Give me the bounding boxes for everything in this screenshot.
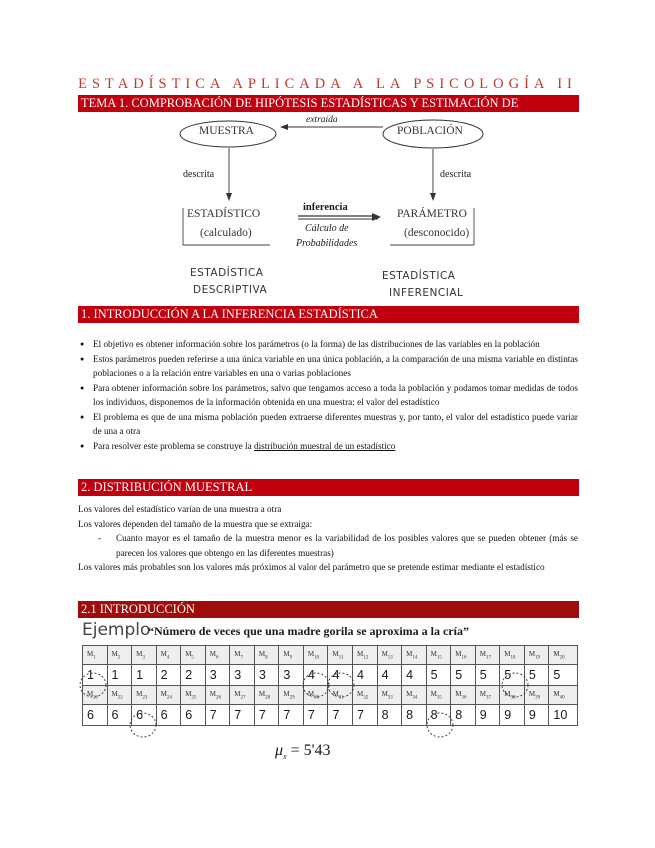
sample-value-cell: 2 <box>156 665 181 686</box>
sample-label-index: 16 <box>461 655 467 661</box>
sample-label-index: 39 <box>535 695 541 701</box>
sample-label-index: 25 <box>191 695 197 701</box>
sample-label-cell <box>402 686 427 705</box>
sample-label-cell <box>475 646 500 665</box>
sample-label-cell <box>230 646 255 665</box>
section1-title: 1. INTRODUCCIÓN A LA INFERENCIA ESTADÍSTICA <box>78 306 579 323</box>
sample-label-index: 19 <box>535 655 541 661</box>
sample-label-letter: M <box>111 689 118 698</box>
dash-marker: - <box>98 533 102 543</box>
sample-label-index: 20 <box>559 655 565 661</box>
ejemplo-label: Ejemplo <box>82 620 151 640</box>
sample-label-cell <box>524 646 549 665</box>
sample-value-cell: 7 <box>205 705 230 726</box>
sample-label-index: 8 <box>265 655 268 661</box>
mu-symbol: μ <box>275 742 284 759</box>
list-item: ● El problema es que de una misma población pueden extraerse diferentes muestras y, por tanto, el valor del estadístico puede variar de una a otra <box>80 410 578 439</box>
sample-value-cell: 3 <box>205 665 230 686</box>
sample-value-cell: 5 <box>524 665 549 686</box>
list-item-text: Para resolver este problema se construye la <box>93 440 254 451</box>
sample-label-letter: M <box>87 649 94 658</box>
sample-label-index: 11 <box>338 655 344 661</box>
sample-value-cell: 4 <box>377 665 402 686</box>
sample-label-index: 37 <box>485 695 491 701</box>
sample-label-letter: M <box>111 649 118 658</box>
sample-label-cell <box>328 686 353 705</box>
sample-label-cell <box>254 646 279 665</box>
sample-label-cell <box>377 646 402 665</box>
sample-label-letter: M <box>234 649 241 658</box>
sample-label-cell <box>132 646 157 665</box>
sample-value-cell: 9 <box>475 705 500 726</box>
sample-value-cell: 5 <box>549 665 578 686</box>
sample-label-index: 24 <box>166 695 172 701</box>
sample-label-cell <box>500 646 525 665</box>
inferencia-label: inferencia <box>303 202 348 213</box>
sample-label-letter: M <box>283 649 290 658</box>
mu-subscript: x <box>283 752 287 762</box>
sample-label-letter: M <box>381 649 388 658</box>
sample-label-index: 36 <box>461 695 467 701</box>
sample-label-cell <box>475 686 500 705</box>
sample-value-cell: 1 <box>83 665 108 686</box>
sample-label-cell <box>353 646 378 665</box>
list-item: ● Para obtener información sobre los parámetros, salvo que tengamos acceso a toda la población y podamos tomar medidas de todos los individuos, disponemos de la información obtenida en una muestra: el valor del estadístico <box>80 381 578 410</box>
sample-label-index: 22 <box>117 695 123 701</box>
inference-diagram <box>0 112 655 302</box>
sample-label-cell <box>377 686 402 705</box>
sample-label-cell <box>156 646 181 665</box>
sample-label-index: 34 <box>412 695 418 701</box>
sample-value-cell: 10 <box>549 705 578 726</box>
sample-label-cell <box>524 686 549 705</box>
section2-dash-text: Cuanto mayor es el tamaño de la muestra menor es la variabilidad de los posibles valores que se pueden obtener (más se parecen los valores que obtengo en las diferentes muestras) <box>116 533 578 558</box>
sample-value-cell: 6 <box>83 705 108 726</box>
sample-label-cell <box>549 646 578 665</box>
parametro-label: PARÁMETRO <box>397 208 467 220</box>
sample-label-letter: M <box>455 689 462 698</box>
sample-label-index: 32 <box>363 695 369 701</box>
sample-value-cell: 7 <box>254 705 279 726</box>
sample-label-letter: M <box>234 689 241 698</box>
sample-value-cell: 4 <box>402 665 427 686</box>
sample-label-index: 17 <box>485 655 491 661</box>
poblacion-label: POBLACIÓN <box>397 125 463 137</box>
extraida-label: extraída <box>306 115 338 125</box>
sample-label-letter: M <box>258 649 266 658</box>
calculo-label-1: Cálculo de <box>305 223 349 234</box>
sample-label-cell <box>230 686 255 705</box>
sample-label-letter: M <box>160 649 167 658</box>
sample-label-cell <box>107 646 132 665</box>
estadistico-label: ESTADÍSTICO <box>187 208 261 220</box>
section1-body <box>80 337 578 453</box>
sample-label-letter: M <box>455 649 462 658</box>
sample-label-letter: M <box>504 689 511 698</box>
sample-value-cell: 5 <box>426 665 451 686</box>
sample-value-cell: 4 <box>328 665 353 686</box>
sample-label-index: 30 <box>314 695 320 701</box>
sample-value-cell: 3 <box>230 665 255 686</box>
sample-label-cell <box>500 686 525 705</box>
sample-label-letter: M <box>479 649 486 658</box>
sample-value-cell: 8 <box>377 705 402 726</box>
list-item: ● El objetivo es obtener información sobre los parámetros (o la forma) de las distribuciones de las variables en la población <box>80 337 578 352</box>
sample-value-cell: 4 <box>303 665 328 686</box>
sample-value-cell: 1 <box>107 665 132 686</box>
course-title: ESTADÍSTICA APLICADA A LA PSICOLOGÍA II <box>78 76 577 92</box>
descrita-left-label: descrita <box>183 169 215 180</box>
sample-label-letter: M <box>185 649 192 658</box>
sample-label-letter: M <box>307 649 315 658</box>
table-row <box>83 705 578 726</box>
list-item: ● Estos parámetros pueden referirse a una única variable en una única población, a la comparación de una misma variable en distintas poblaciones o a la relación entre variables en una o varias poblaciones <box>80 352 578 381</box>
sample-label-cell <box>132 686 157 705</box>
sample-label-letter: M <box>528 689 536 698</box>
sample-label-cell <box>279 646 304 665</box>
sample-label-letter: M <box>430 649 437 658</box>
descriptiva-label-1: ESTADÍSTICA <box>190 267 264 279</box>
sample-label-letter: M <box>406 689 413 698</box>
sample-value-cell: 6 <box>181 705 206 726</box>
sample-value-cell: 7 <box>328 705 353 726</box>
sample-label-letter: M <box>87 689 94 698</box>
sample-label-letter: M <box>381 689 388 698</box>
list-item <box>80 439 578 454</box>
sample-label-letter: M <box>258 689 266 698</box>
sample-label-cell <box>83 686 108 705</box>
sample-label-letter: M <box>553 689 560 698</box>
table-row <box>83 686 578 705</box>
section2-title: 2. DISTRIBUCIÓN MUESTRAL <box>78 479 579 496</box>
sample-label-letter: M <box>136 689 143 698</box>
sample-label-cell <box>303 646 328 665</box>
sample-label-letter: M <box>406 649 413 658</box>
sample-label-letter: M <box>283 689 290 698</box>
sample-label-cell <box>451 646 476 665</box>
sample-label-letter: M <box>209 649 216 658</box>
sample-label-letter: M <box>136 649 143 658</box>
mean-value: = 5'43 <box>290 742 331 759</box>
sample-label-index: 21 <box>93 695 99 701</box>
sample-label-index: 35 <box>436 695 442 701</box>
sample-value-cell: 9 <box>524 705 549 726</box>
inferencial-label-1: ESTADÍSTICA <box>382 270 456 282</box>
desconocido-label: (desconocido) <box>404 227 470 239</box>
descrita-right-label: descrita <box>440 169 472 180</box>
sample-label-letter: M <box>209 689 216 698</box>
sample-label-cell <box>303 686 328 705</box>
sample-label-index: 3 <box>142 655 145 661</box>
sample-value-cell: 7 <box>353 705 378 726</box>
sample-label-index: 18 <box>510 655 516 661</box>
section21-title: 2.1 INTRODUCCIÓN <box>78 601 579 618</box>
sample-label-index: 1 <box>93 655 96 661</box>
sample-label-cell <box>181 686 206 705</box>
sample-label-cell <box>353 686 378 705</box>
sample-label-cell <box>205 646 230 665</box>
sample-label-index: 38 <box>510 695 516 701</box>
sample-value-cell: 6 <box>107 705 132 726</box>
mean-formula <box>275 742 331 761</box>
sample-label-index: 6 <box>215 655 219 661</box>
sample-label-letter: M <box>528 649 536 658</box>
sample-label-cell <box>156 686 181 705</box>
sample-label-index: 29 <box>289 695 295 701</box>
sample-label-index: 23 <box>142 695 148 701</box>
sample-label-index: 15 <box>436 655 442 661</box>
sample-label-cell <box>107 686 132 705</box>
sample-label-index: 28 <box>265 695 271 701</box>
sample-label-cell <box>83 646 108 665</box>
sample-label-letter: M <box>479 689 486 698</box>
table-row <box>83 646 578 665</box>
sample-label-index: 12 <box>363 655 369 661</box>
section2-dash-item <box>78 531 578 560</box>
muestra-label: MUESTRA <box>199 125 254 137</box>
sample-value-cell: 8 <box>426 705 451 726</box>
sample-label-letter: M <box>160 689 167 698</box>
sample-label-cell <box>279 686 304 705</box>
sample-label-letter: M <box>553 649 560 658</box>
sample-label-index: 5 <box>191 655 194 661</box>
sample-value-cell: 4 <box>353 665 378 686</box>
sample-table <box>82 645 578 726</box>
sample-label-index: 13 <box>387 655 393 661</box>
descriptiva-label-2: DESCRIPTIVA <box>193 284 268 296</box>
calculado-label: (calculado) <box>200 227 252 239</box>
sample-label-letter: M <box>504 649 511 658</box>
inferencial-label-2: INFERENCIAL <box>389 287 464 299</box>
sample-label-letter: M <box>332 689 339 698</box>
sample-value-cell: 7 <box>303 705 328 726</box>
sample-label-cell <box>426 646 451 665</box>
ejemplo-text: “Número de veces que una madre gorila se aproxima a la cría” <box>148 624 469 638</box>
topic-bar: TEMA 1. COMPROBACIÓN DE HIPÓTESIS ESTADÍSTICAS Y ESTIMACIÓN DE PARÁMETROS <box>78 95 579 112</box>
section2-line2: Los valores dependen del tamaño de la muestra que se extraiga: <box>78 518 313 529</box>
sample-value-cell: 9 <box>500 705 525 726</box>
sample-label-cell <box>426 686 451 705</box>
sample-label-index: 7 <box>240 655 244 661</box>
section2-line3: Los valores más probables son los valores más próximos al valor del parámetro que se pretende estimar mediante el estadístico <box>78 562 545 572</box>
sample-value-cell: 8 <box>402 705 427 726</box>
sample-value-cell: 7 <box>279 705 304 726</box>
sample-value-cell: 5 <box>451 665 476 686</box>
sample-label-index: 31 <box>338 695 344 701</box>
table-row <box>83 665 578 686</box>
sample-value-cell: 8 <box>451 705 476 726</box>
sample-label-cell <box>181 646 206 665</box>
sample-value-cell: 2 <box>181 665 206 686</box>
sample-label-letter: M <box>430 689 437 698</box>
sample-value-cell: 7 <box>230 705 255 726</box>
sample-label-index: 14 <box>412 655 418 661</box>
sample-label-index: 4 <box>166 655 170 661</box>
sample-label-cell <box>254 686 279 705</box>
sample-label-letter: M <box>332 649 339 658</box>
section2-body <box>78 502 578 575</box>
calculo-label-2: Probabilidades <box>296 238 358 249</box>
sample-value-cell: 5 <box>500 665 525 686</box>
sample-label-letter: M <box>357 689 364 698</box>
sample-label-index: 9 <box>289 655 293 661</box>
sample-label-cell <box>451 686 476 705</box>
sample-value-cell: 3 <box>254 665 279 686</box>
sample-label-index: 10 <box>314 655 320 661</box>
sample-label-index: 26 <box>215 695 221 701</box>
sample-value-cell: 6 <box>132 705 157 726</box>
sample-label-cell <box>205 686 230 705</box>
sample-value-cell: 3 <box>279 665 304 686</box>
sample-label-cell <box>549 686 578 705</box>
sample-label-index: 40 <box>559 695 565 701</box>
sample-label-cell <box>328 646 353 665</box>
sample-label-index: 27 <box>240 695 246 701</box>
sample-label-letter: M <box>357 649 364 658</box>
sample-value-cell: 5 <box>475 665 500 686</box>
section2-line1: Los valores del estadístico varían de una muestra a otra <box>78 504 282 514</box>
sample-label-letter: M <box>185 689 192 698</box>
sample-label-index: 2 <box>117 655 121 661</box>
sample-label-cell <box>402 646 427 665</box>
sample-label-index: 33 <box>387 695 393 701</box>
sample-value-cell: 6 <box>156 705 181 726</box>
distribucion-muestral-link: distribución muestral de un estadístico <box>253 440 396 451</box>
sample-value-cell: 1 <box>132 665 157 686</box>
sample-label-letter: M <box>307 689 315 698</box>
